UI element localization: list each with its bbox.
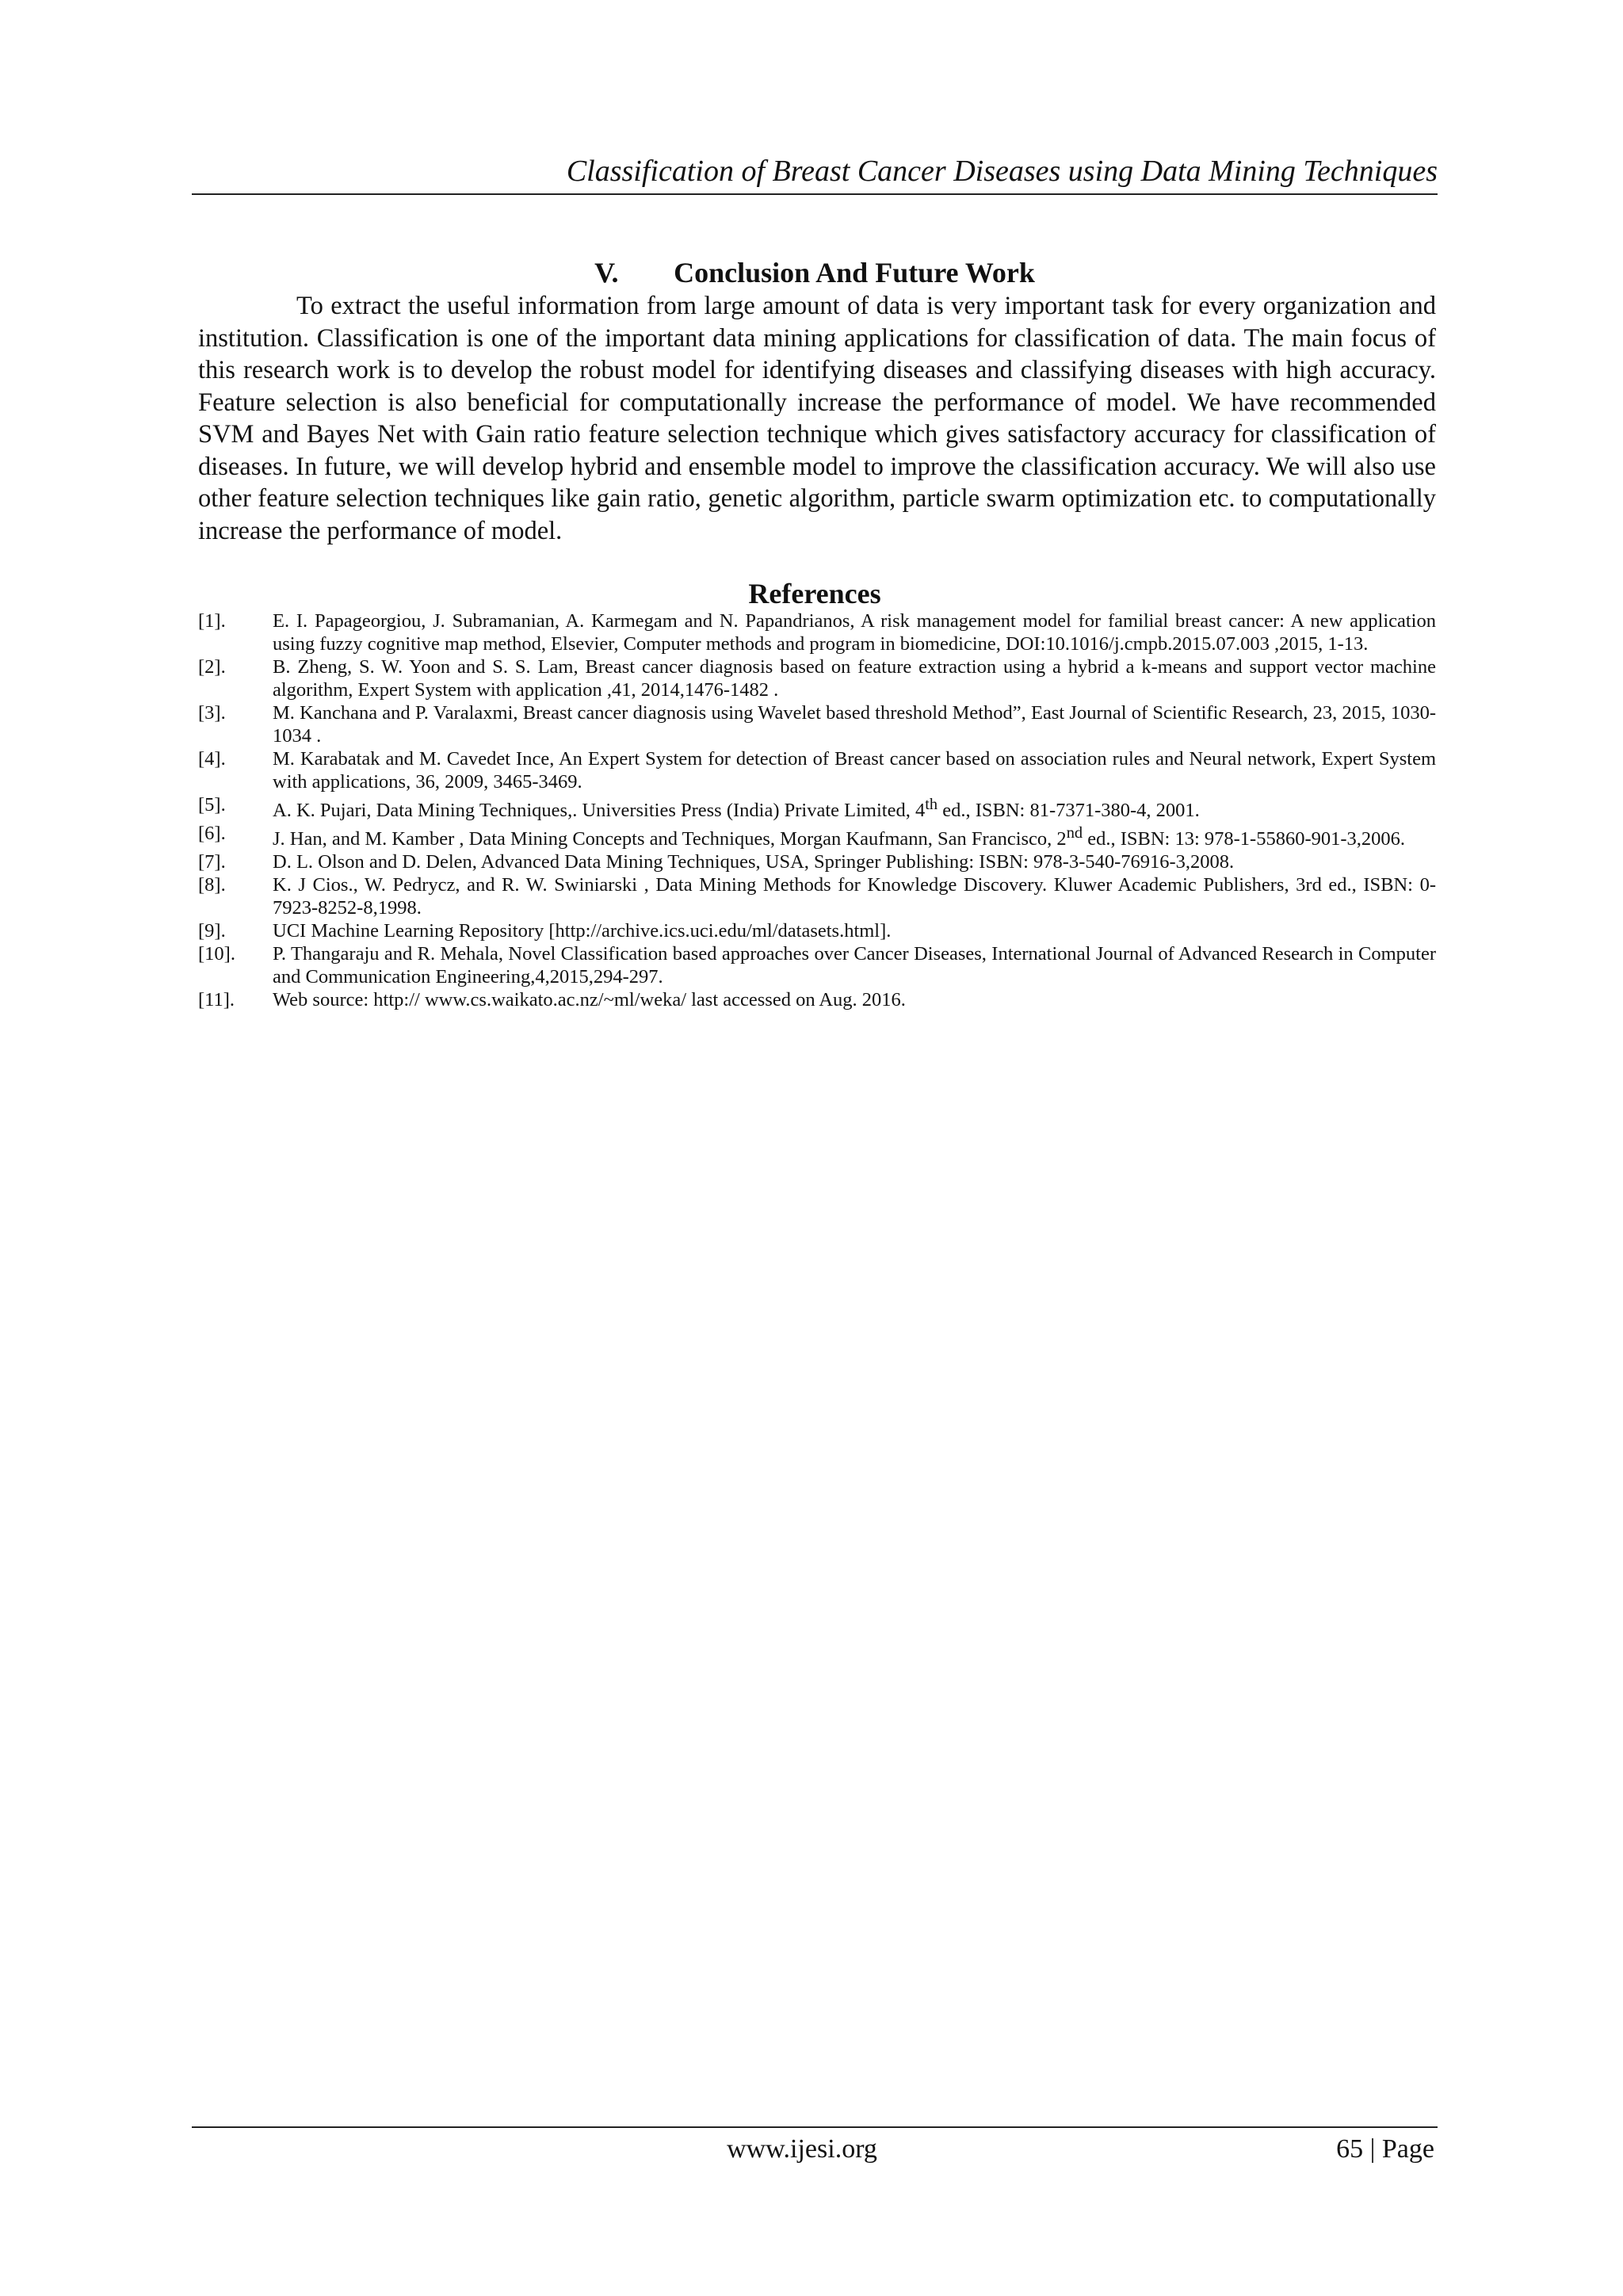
conclusion-paragraph: To extract the useful information from large amount of data is very important task for every organization and institution. Classification is one of the important data mining applications for classification of data. The main focus of this research work is to develop the robust model for identifying diseases and classifying diseases with high accuracy. Feature selection is also beneficial for computationally increase the performance of model. We have recommended SVM and Bayes Net with Gain ratio feature selection technique which gives satisfactory accuracy for classification of diseases. In future, we will develop hybrid and ensemble model to improve the classification accuracy. We will also use other feature selection techniques like gain ratio, genetic algorithm, particle swarm optimization etc. to computationally increase the performance of model.	[198, 292, 1436, 545]
reference-text-rest: ed., ISBN: 81-7371-380-4, 2001.	[938, 800, 1200, 822]
section-heading	[192, 255, 1438, 290]
reference-number: [2].	[198, 656, 226, 678]
reference-list	[198, 609, 1436, 1011]
reference-text: D. L. Olson and D. Delen, Advanced Data Mining Techniques, USA, Springer Publishing: ISBN: 978-3-540-76916-3,2008.	[273, 851, 1235, 873]
reference-text	[273, 822, 1436, 850]
reference-number: [10].	[198, 943, 235, 965]
section-title: Conclusion And Future Work	[674, 257, 1035, 288]
reference-text	[273, 793, 1436, 822]
reference-item-11	[198, 988, 1436, 1011]
reference-item-10	[198, 942, 1436, 988]
reference-item-8	[198, 873, 1436, 919]
edition-superscript: th	[925, 796, 938, 813]
reference-text-main: J. Han, and M. Kamber , Data Mining Concepts and Techniques, Morgan Kaufmann, San Francisco, 2	[273, 828, 1067, 850]
reference-text: E. I. Papageorgiou, J. Subramanian, A. Karmegam and N. Papandrianos, A risk management model for familial breast cancer: A new application using fuzzy cognitive map method, Elsevier, Computer methods and program in biomedicine, DOI:10.1016/j.cmpb.2015.07.003 ,2015, 1-13.	[273, 610, 1436, 655]
reference-number: [5].	[198, 794, 226, 816]
page-number: 65 | Page	[1336, 2134, 1434, 2164]
reference-item-1	[198, 609, 1436, 655]
running-header-title: Classification of Breast Cancer Diseases using Data Mining Techniques	[566, 155, 1438, 188]
footer-website: www.ijesi.org	[727, 2134, 877, 2164]
reference-text-main: A. K. Pujari, Data Mining Techniques,. Universities Press (India) Private Limited, 4	[273, 800, 926, 822]
reference-item-3	[198, 701, 1436, 747]
reference-item-2	[198, 655, 1436, 701]
section-number: V.	[594, 257, 619, 288]
reference-text: M. Kanchana and P. Varalaxmi, Breast cancer diagnosis using Wavelet based threshold Method”, East Journal of Scientific Research, 23, 2015, 1030-1034 .	[273, 702, 1436, 747]
edition-superscript: nd	[1066, 824, 1083, 842]
reference-text: Web source: http:// www.cs.waikato.ac.nz/~ml/weka/ last accessed on Aug. 2016.	[273, 989, 906, 1011]
footer-divider	[192, 2126, 1438, 2128]
header-divider	[192, 193, 1438, 195]
reference-number: [3].	[198, 702, 226, 724]
reference-item-6	[198, 822, 1436, 850]
reference-text: M. Karabatak and M. Cavedet Ince, An Expert System for detection of Breast cancer based on association rules and Neural network, Expert System with applications, 36, 2009, 3465-3469.	[273, 748, 1436, 793]
reference-item-4	[198, 747, 1436, 793]
reference-number: [8].	[198, 874, 226, 896]
references-heading: References	[748, 578, 881, 609]
reference-text: B. Zheng, S. W. Yoon and S. S. Lam, Breast cancer diagnosis based on feature extraction using a hybrid a k-means and support vector machine algorithm, Expert System with application ,41, 2014,1476-1482 .	[273, 656, 1436, 701]
reference-item-5	[198, 793, 1436, 822]
reference-number: [1].	[198, 610, 226, 632]
reference-number: [7].	[198, 851, 226, 873]
reference-text-rest: ed., ISBN: 13: 978-1-55860-901-3,2006.	[1083, 828, 1406, 850]
reference-number: [4].	[198, 748, 226, 770]
reference-text: P. Thangaraju and R. Mehala, Novel Classification based approaches over Cancer Diseases, International Journal of Advanced Research in Computer and Communication Engineering,4,2015,294-297.	[273, 943, 1436, 988]
reference-number: [6].	[198, 823, 226, 845]
reference-item-7	[198, 850, 1436, 873]
reference-item-9	[198, 919, 1436, 942]
reference-text: UCI Machine Learning Repository [http://archive.ics.uci.edu/ml/datasets.html].	[273, 920, 892, 942]
reference-number: [9].	[198, 920, 226, 942]
reference-number: [11].	[198, 989, 235, 1011]
reference-text: K. J Cios., W. Pedrycz, and R. W. Swiniarski , Data Mining Methods for Knowledge Discovery. Kluwer Academic Publishers, 3rd ed., ISBN: 0-7923-8252-8,1998.	[273, 874, 1436, 919]
